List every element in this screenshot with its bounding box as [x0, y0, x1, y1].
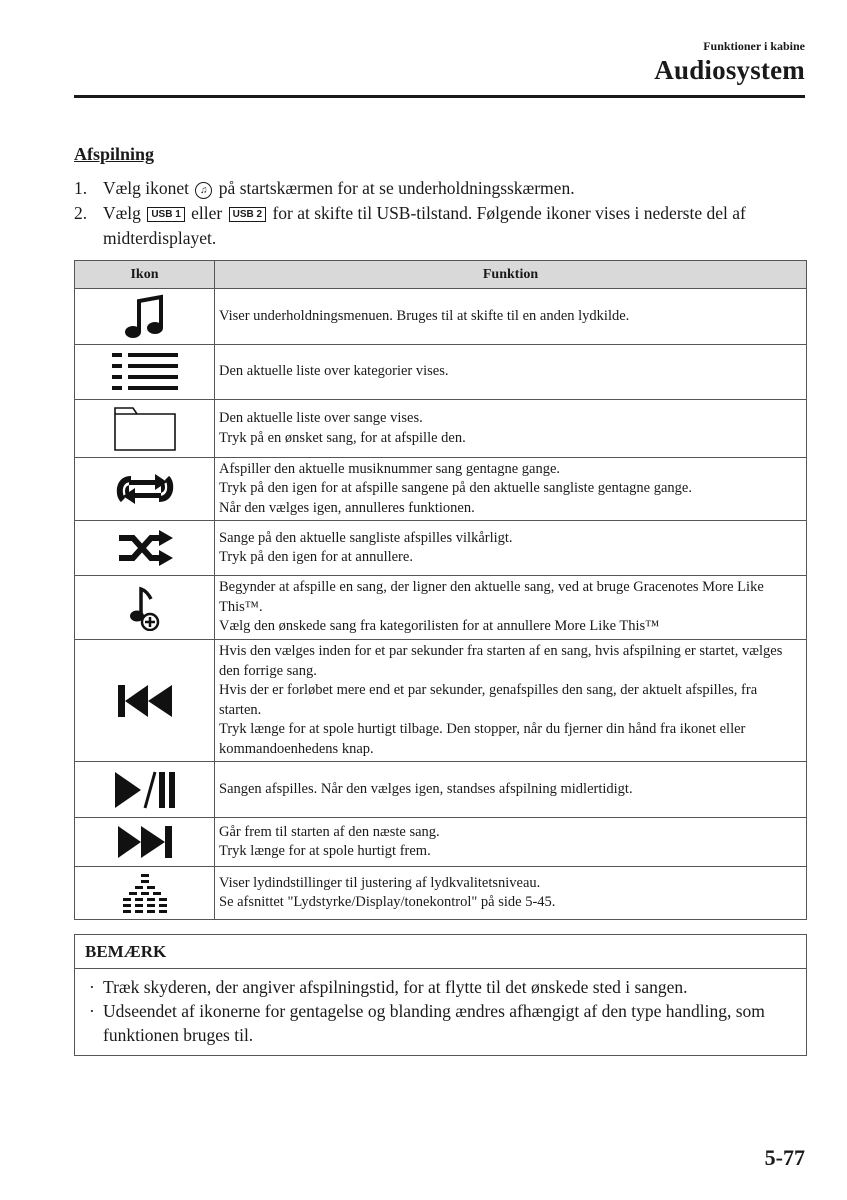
function-line: Afspiller den aktuelle musiknummer sang gentagne gange.	[219, 460, 561, 477]
function-line: Tryk længe for at spole hurtigt tilbage. Den stopper, når du fjerner din hånd fra ikonet eller kommandoenhedens knap.	[219, 721, 746, 757]
folder-icon	[76, 406, 213, 452]
function-line: Tryk på den igen for at afspille sangene på den aktuelle sangliste gentagne gange.	[219, 480, 692, 497]
step-2	[74, 201, 807, 251]
table-row	[75, 521, 807, 576]
repeat-icon	[76, 470, 213, 508]
header-ikon: Ikon	[75, 261, 215, 289]
function-line: Viser underholdningsmenuen. Bruges til at skifte til en anden lydkilde.	[219, 307, 630, 324]
table-row	[75, 818, 807, 867]
page-number: 5-77	[764, 1145, 805, 1170]
icon-cell	[75, 640, 215, 762]
shuffle-icon	[76, 528, 213, 568]
function-line: Tryk på en ønsket sang, for at afspille den.	[219, 429, 466, 446]
table-header-row	[75, 261, 807, 289]
music-note-icon: ♫	[195, 182, 212, 199]
function-line: Sangen afspilles. Når den vælges igen, standses afspilning midlertidigt.	[219, 780, 633, 797]
function-line: Vælg den ønskede sang fra kategorilisten for at annullere More Like This™	[219, 618, 660, 635]
header-funktion: Funktion	[215, 261, 807, 289]
note-bullet: · Udseendet af ikonerne for gentagelse og blanding ændres afhængigt af den type handling, som funktionen bruges til.	[89, 1001, 765, 1045]
function-line: Viser lydindstillinger til justering af lydkvalitetsniveau.	[219, 874, 541, 891]
previous-track-icon	[76, 683, 213, 719]
function-line: Hvis der er forløbet mere end et par sekunder, genafspilles den sang, der aktuelt afspilles, fra starten.	[219, 682, 758, 718]
steps-list	[74, 176, 807, 251]
table-row	[75, 458, 807, 521]
icon-cell	[75, 576, 215, 640]
function-cell	[215, 818, 807, 867]
function-cell	[215, 345, 807, 400]
function-line: Sange på den aktuelle sangliste afspilles vilkårligt.	[219, 529, 513, 546]
icon-table	[74, 260, 807, 920]
step-text: Vælg ikonet ♫ på startskærmen for at se underholdningsskærmen.	[103, 178, 575, 198]
note-title: BEMÆRK	[75, 935, 806, 969]
list-icon	[76, 351, 213, 393]
table-row	[75, 289, 807, 345]
function-line: Tryk længe for at spole hurtigt frem.	[219, 843, 431, 859]
function-cell	[215, 576, 807, 640]
function-line: Går frem til starten af den næste sang.	[219, 823, 440, 840]
play-pause-icon	[76, 770, 213, 810]
note-bullet: · Træk skyderen, der angiver afspilningstid, for at flytte til det ønskede sted i sangen.	[89, 977, 688, 997]
table-row	[75, 867, 807, 920]
step-text: Vælg USB 1 eller USB 2 for at skifte til USB-tilstand. Følgende ikoner vises i nederste del af midterdisplayet.	[103, 203, 746, 248]
usb2-button: USB 2	[229, 207, 266, 222]
function-line: Tryk på den igen for at annullere.	[219, 549, 413, 565]
table-row	[75, 640, 807, 762]
icon-cell	[75, 867, 215, 920]
note-box	[74, 934, 807, 1056]
icon-cell	[75, 458, 215, 521]
function-cell	[215, 289, 807, 345]
icon-cell	[75, 521, 215, 576]
table-row	[75, 762, 807, 818]
function-line: Den aktuelle liste over kategorier vises.	[219, 363, 449, 380]
function-cell	[215, 521, 807, 576]
step-number: 1.	[74, 178, 88, 198]
icon-cell	[75, 289, 215, 345]
chapter-subtitle: Funktioner i kabine	[703, 39, 805, 53]
music-note-icon	[76, 293, 213, 341]
step-1	[74, 176, 807, 201]
page-title: Audiosystem	[654, 55, 805, 85]
note-body	[75, 969, 806, 1055]
next-track-icon	[76, 824, 213, 860]
table-row	[75, 576, 807, 640]
table-row	[75, 345, 807, 400]
icon-cell	[75, 818, 215, 867]
function-line: Se afsnittet "Lydstyrke/Display/tonekontrol" på side 5-45.	[219, 894, 556, 910]
equalizer-icon	[76, 872, 213, 914]
function-cell	[215, 867, 807, 920]
icon-cell	[75, 400, 215, 458]
function-cell	[215, 640, 807, 762]
function-cell	[215, 458, 807, 521]
function-cell	[215, 400, 807, 458]
icon-cell	[75, 762, 215, 818]
header-rule	[74, 95, 805, 98]
icon-cell	[75, 345, 215, 400]
section-title: Afspilning	[74, 144, 155, 164]
more-like-this-icon	[76, 585, 213, 631]
function-line: Begynder at afspille en sang, der ligner den aktuelle sang, ved at bruge Gracenotes More Like This™.	[219, 579, 764, 615]
usb1-button: USB 1	[147, 207, 184, 222]
function-cell	[215, 762, 807, 818]
function-line: Hvis den vælges inden for et par sekunder fra starten af en sang, hvis afspilning er startet, vælges den forrige sang.	[219, 643, 783, 679]
table-row	[75, 400, 807, 458]
step-number: 2.	[74, 203, 88, 223]
function-line: Den aktuelle liste over sange vises.	[219, 410, 423, 426]
function-line: Når den vælges igen, annulleres funktionen.	[219, 499, 475, 516]
